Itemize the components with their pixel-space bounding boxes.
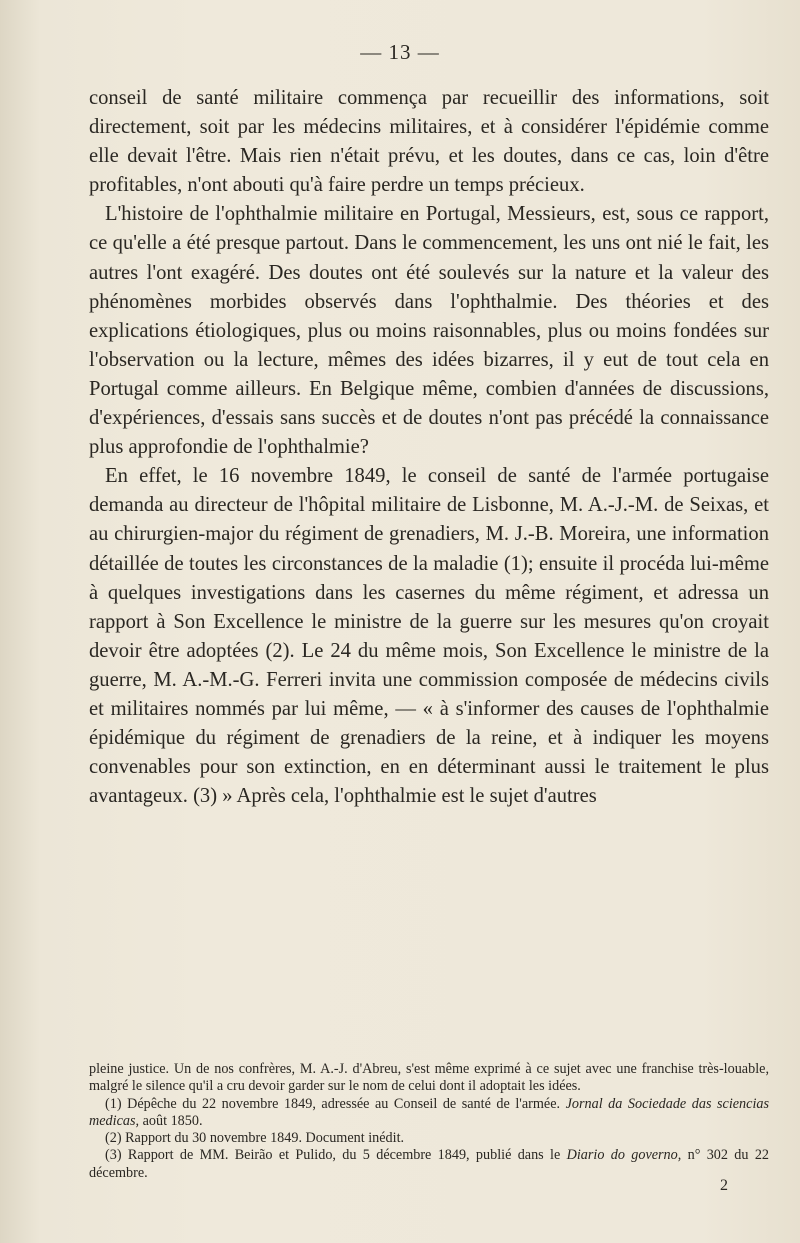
signature-mark: 2: [720, 1177, 728, 1194]
footnote-3-number: n° 302 du 22 décembre.: [89, 1147, 770, 1181]
paragraph: En effet, le 16 novembre 1849, le conseil de santé de l'armée portugaise demanda au directeur de l'hôpital militaire de Lisbonne, M. A.-J.-M. de Seixas, et au chirurgien-major du régiment de grenadiers, M. J.-B. Moreira, une information détaillée de toutes les circonstances de la maladie (1); ensuite il procéda lui-même à quelques investigations dans les casernes du même régiment, et adressa un rapport à Son Excellence le ministre de la guerre sur les mesures qu'on croyait devoir être adoptées (2). Le 24 du même mois, Son Excellence le ministre de la guerre, M. A.-M.-G. Ferreri invita une commission composée de médecins civils et militaires nommés par lui même, — « à s'informer des causes de l'ophthalmie épidémique du régiment de grenadiers de la reine, et à indiquer les moyens convenables pour son extinction, en en déterminant aussi le traitement le plus avantageux. (3) » Après cela, l'ophthalmie est le sujet d'autres: [89, 465, 769, 808]
main-text: [89, 84, 769, 811]
footnote-2: (2) Rapport du 30 novembre 1849. Document inédit.: [105, 1130, 405, 1147]
page-number: — 13 —: [360, 40, 440, 64]
footnote-3-journal: Diario do governo,: [566, 1147, 682, 1164]
footnotes: [89, 1061, 769, 1182]
paragraph: L'histoire de l'ophthalmie militaire en Portugal, Messieurs, est, sous ce rapport, ce qu'elle a été presque partout. Dans le commencement, les uns ont nié le fait, les autres l'ont exagéré. Des doutes ont été soulevés sur la nature et la valeur des phénomènes morbides observés dans l'ophthalmie. Des théories et des explications étiologiques, plus ou moins raisonnables, plus ou moins fondées sur l'observation ou la lecture, mêmes des idées bizarres, il y eut de tout cela en Portugal comme ailleurs. En Belgique même, combien d'années de discussions, d'expériences, d'essais sans succès et de doutes n'ont pas précédé la connaissance plus approfondie de l'ophthalmie?: [89, 203, 769, 459]
footnote-3-text: (3) Rapport de MM. Beirão et Pulido, du 5 décembre 1849, publié dans le: [105, 1147, 561, 1164]
footnote-1-journal: Jornal da Sociedade das sciencias medicas,: [89, 1095, 770, 1129]
footnote-1-date: août 1850.: [142, 1112, 203, 1129]
footnote-1-text: (1) Dépêche du 22 novembre 1849, adressée au Conseil de santé de l'armée.: [105, 1095, 561, 1112]
footnote-3: [89, 1147, 769, 1182]
footnote-continuation: pleine justice. Un de nos confrères, M. A.-J. d'Abreu, s'est même exprimé à ce sujet avec une franchise très-louable, malgré le silence qu'il a cru devoir garder sur le nom de celui dont il adoptait les idées.: [89, 1061, 769, 1095]
footnote-1: [89, 1096, 769, 1131]
paragraph: conseil de santé militaire commença par recueillir des informations, soit directement, soit par les médecins militaires, et à considérer l'épidémie comme elle devait l'être. Mais rien n'était prévu, et les doutes, dans ce cas, loin d'être profitables, n'ont abouti qu'à faire perdre un temps précieux.: [89, 87, 769, 197]
